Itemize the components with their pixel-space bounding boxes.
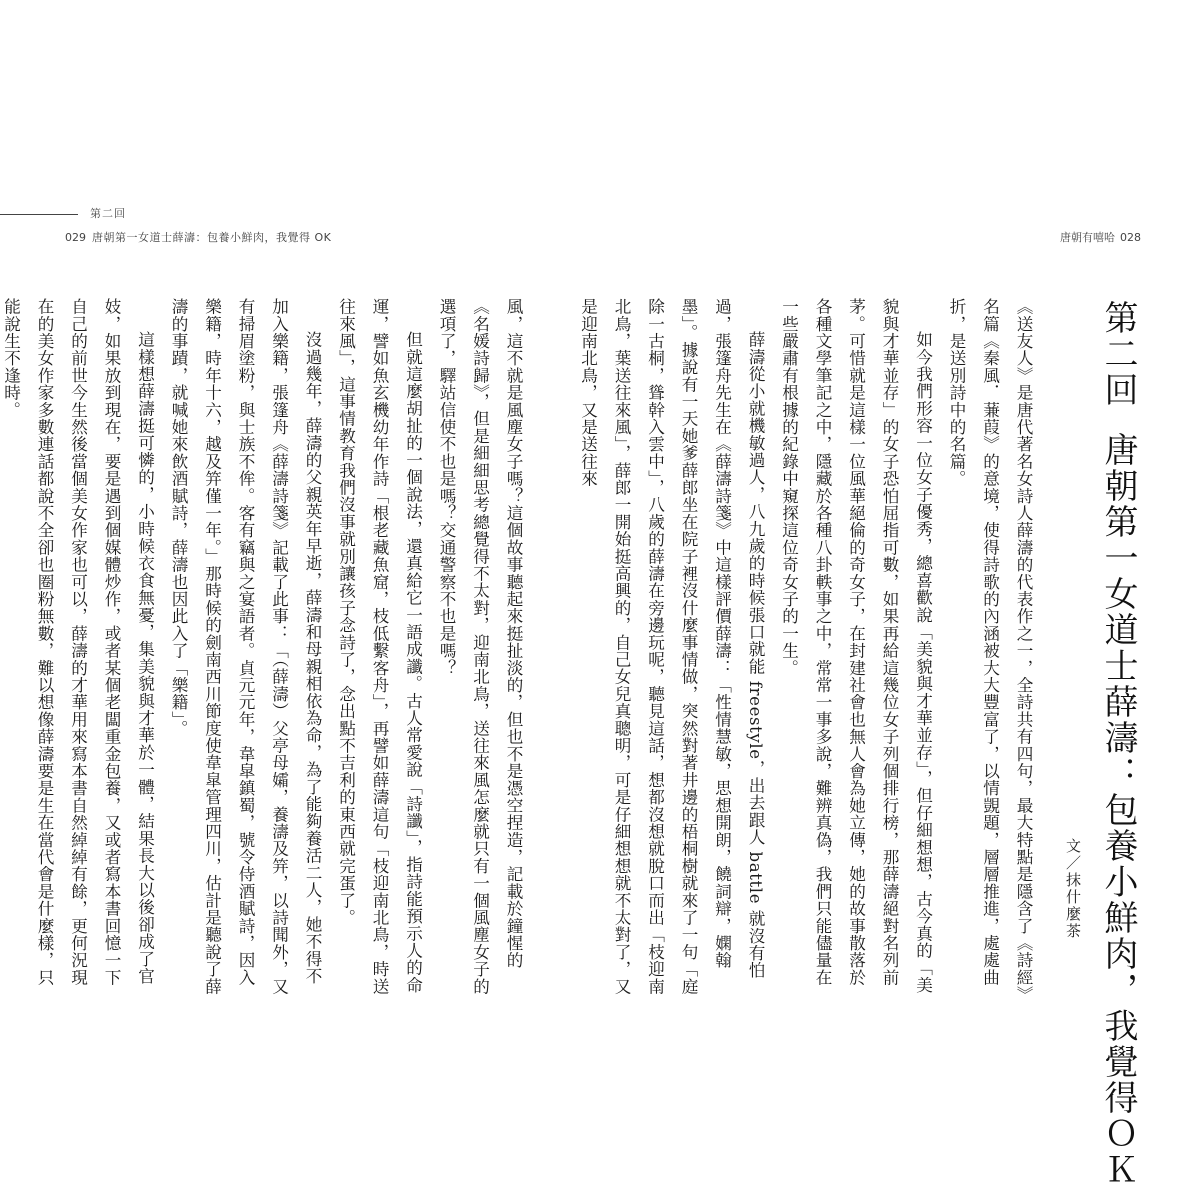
author-byline: 文／抹什麼茶 — [1064, 838, 1082, 940]
chapter-title-main: 唐朝第一女道士薛濤：包養小鮮肉，我覺得ＯＫ — [1098, 432, 1138, 1188]
chapter-title-number: 第二回 — [1098, 300, 1138, 408]
chapter-title — [1082, 300, 1142, 1188]
paragraph: 這樣想薛濤挺可憐的，小時候衣食無憂，集美貌與才華於一體，結果長大以後卻成了官妓，如果放到現在，要是遇到個媒體炒作，或者某個老闆重金包養，又或者寫本書回憶一下自己的前世今生然後當個美女作家也可以，薛濤的才華用來寫本書自然綽綽有餘，更何況現在的美女作家多數連話都說不全卻也圈粉無數，難以想像薛濤要是生在當代會是什麼樣，只能說生不逢時。 — [1, 298, 155, 986]
left-running-title: 唐朝第一女道士薛濤：包養小鮮肉，我覺得 OK — [92, 231, 332, 244]
paragraph: 沒過幾年，薛濤的父親英年早逝，薛濤和母親相依為命，為了能夠養活二人，她不得不加入樂籍，張篷舟《薛濤詩箋》記載了此事：「（薛濤）父亭母孀，養濤及笄，以詩聞外，又有掃眉塗粉，與士族不侔。客有竊與之宴語者。貞元元年，韋皐鎮蜀，號令侍酒賦詩，因入樂籍，時年十六，越及笄僅一年。」那時候的劍南西川節度使韋皐管理四川，估計是聽說了薛濤的事蹟，就喊她來飲酒賦詩，薛濤也因此入了「樂籍」。 — [169, 298, 322, 995]
right-running-title: 唐朝有嘻哈 — [1060, 231, 1115, 244]
paragraph: 如今我們形容一位女子優秀，總喜歡說「美貌與才華並存」，但仔細想想，古今真的「美貌與才華並存」的女子恐怕屈指可數，如果再給這幾位女子列個排行榜，那薛濤絕對名列前茅。可惜就是這樣一位風華絕倫的奇女子，在封建社會也無人會為她立傳，她的故事散落於各種文學筆記之中，隱藏於各種八卦軼事之中，常常一事多說，難辨真偽，我們只能儘量在一些嚴肅有根據的紀錄中窺探這位奇女子的一生。 — [779, 298, 933, 994]
paragraph: 但就這麼胡扯的一個說法，還真給它一語成讖。古人常愛說「詩讖」，指詩能預示人的命運，譬如魚玄機幼年作詩「根老藏魚窟，枝低繫客舟」，再譬如薛濤這句「枝迎南北鳥，時送往來風」，這事情教育我們沒事就別讓孩子念詩了，念出點不吉利的東西就完蛋了。 — [336, 298, 423, 995]
left-page-body — [1, 298, 530, 998]
paragraph: 《送友人》是唐代著名女詩人薛濤的代表作之一，全詩共有四句，最大特點是隱含了《詩經》名篇《秦風．蒹葭》的意境，使得詩歌的內涵被大大豐富了，以情覬題，層層推進，處處曲折，是送別詩中的名篇。 — [947, 298, 1033, 995]
paragraph: 風，這不就是風塵女子嗎？這個故事聽起來挺扯淡的，但也不是憑空捏造，記載於鐘惺的《名媛詩歸》，但是細細思考總覺得不太對，迎南北鳥，送往來風怎麼就只有一個風塵女子的選項了，驛站信使不也是嗎？交通警察不也是嗎？ — [437, 298, 523, 995]
right-page-number: 028 — [1120, 231, 1141, 244]
chapter-label: 第二回 — [90, 207, 126, 220]
left-page-number: 029 — [65, 231, 86, 244]
header-rule — [0, 214, 78, 215]
paragraph: 薛濤從小就機敏過人，八九歲的時候張口就能 freestyle，出去跟人 battle 就沒有怕過，張篷舟先生在《薛濤詩箋》中這樣評價薛濤：「性情慧敏，思想開朗，饒詞辯，嫻翰墨」。據說有一天她爹薛郎坐在院子裡沒什麼事情做，突然對著井邊的梧桐樹就來了一句「庭除一古桐，聳幹入雲中」，八歲的薛濤在旁邊玩呢，聽見這話，想都沒想就脫口而出「枝迎南北鳥，葉送往來風」，薛郎一開始挺高興的，自己女兒真聰明，可是仔細想想就不太對了，又是迎南北鳥，又是送往來 — [578, 298, 765, 995]
right-page-body — [578, 298, 1040, 998]
